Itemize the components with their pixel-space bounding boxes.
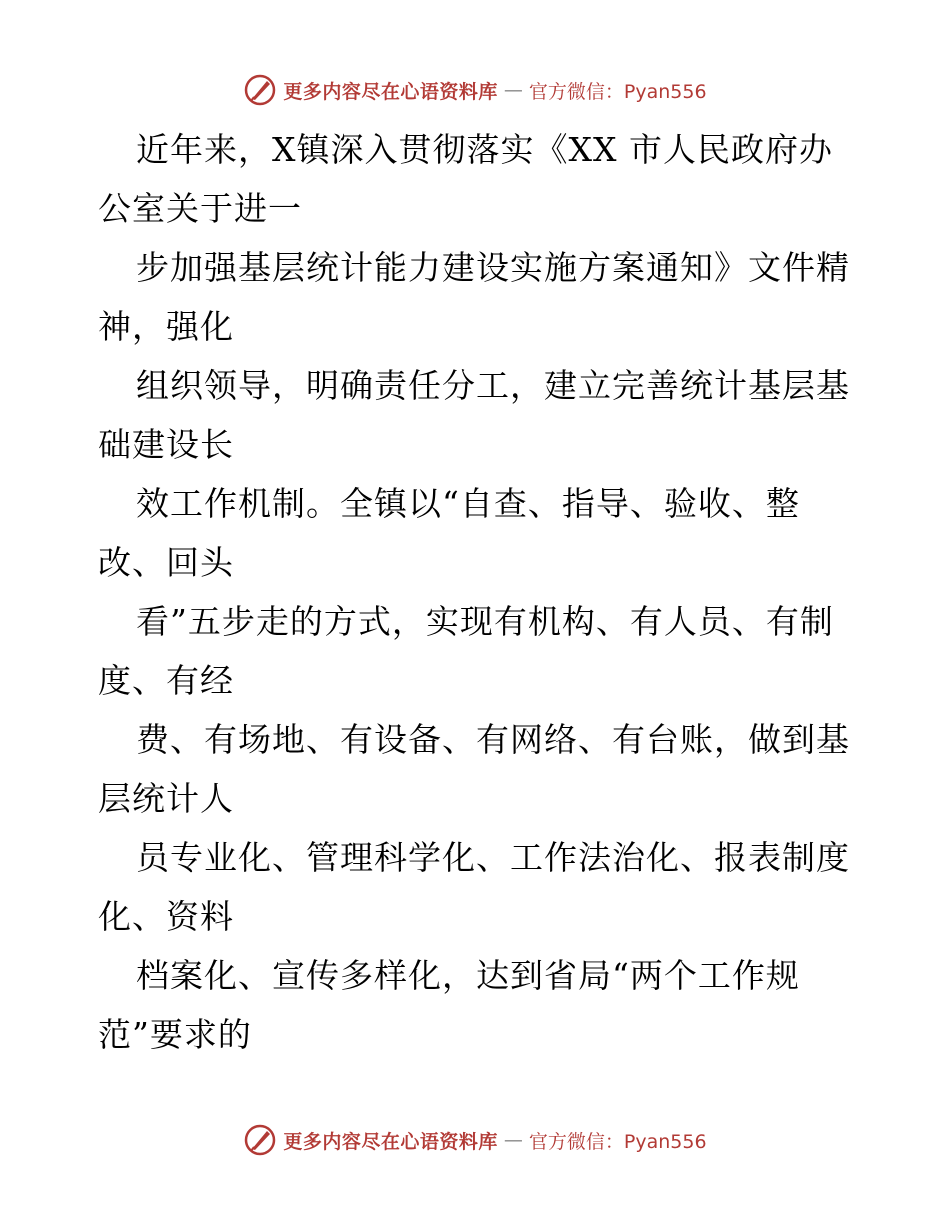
page-footer: [0, 1122, 950, 1158]
document-body: [98, 120, 858, 1064]
text-line: 效工作机制。全镇以“自查、指导、验收、整: [136, 484, 800, 523]
quill-logo-icon: [243, 73, 277, 107]
text-line: 费、有场地、有设备、有网络、有台账，做到基: [136, 720, 850, 759]
header-contact: 官方微信：Pyan556: [528, 80, 707, 103]
text-line: 范”要求的: [98, 1015, 252, 1054]
text-line: 改、回头: [98, 543, 234, 582]
header-separator: —: [503, 79, 523, 101]
header-brand-text: 更多内容尽在心语资料库: [283, 80, 498, 103]
page-header: [0, 72, 950, 108]
text-line: 层统计人: [98, 779, 234, 818]
text-line: 础建设长: [98, 425, 234, 464]
text-line: 神，强化: [98, 307, 234, 346]
text-line: 化、资料: [98, 897, 234, 936]
text-line: 档案化、宣传多样化，达到省局“两个工作规: [136, 956, 800, 995]
footer-brand: [243, 1123, 706, 1157]
text-line: 公室关于进一: [98, 189, 302, 228]
header-brand: [243, 73, 706, 107]
footer-brand-text: 更多内容尽在心语资料库: [283, 1130, 498, 1153]
text-line: 员专业化、管理科学化、工作法治化、报表制度: [136, 838, 850, 877]
text-line: 组织领导，明确责任分工，建立完善统计基层基: [136, 366, 850, 405]
quill-logo-icon: [243, 1123, 277, 1157]
footer-contact: 官方微信：Pyan556: [528, 1130, 707, 1153]
footer-separator: —: [503, 1129, 523, 1151]
text-line: 近年来，X镇深入贯彻落实《XX 市人民政府办: [136, 130, 833, 169]
text-line: 看”五步走的方式，实现有机构、有人员、有制: [136, 602, 834, 641]
text-line: 步加强基层统计能力建设实施方案通知》文件精: [136, 248, 850, 287]
text-line: 度、有经: [98, 661, 234, 700]
